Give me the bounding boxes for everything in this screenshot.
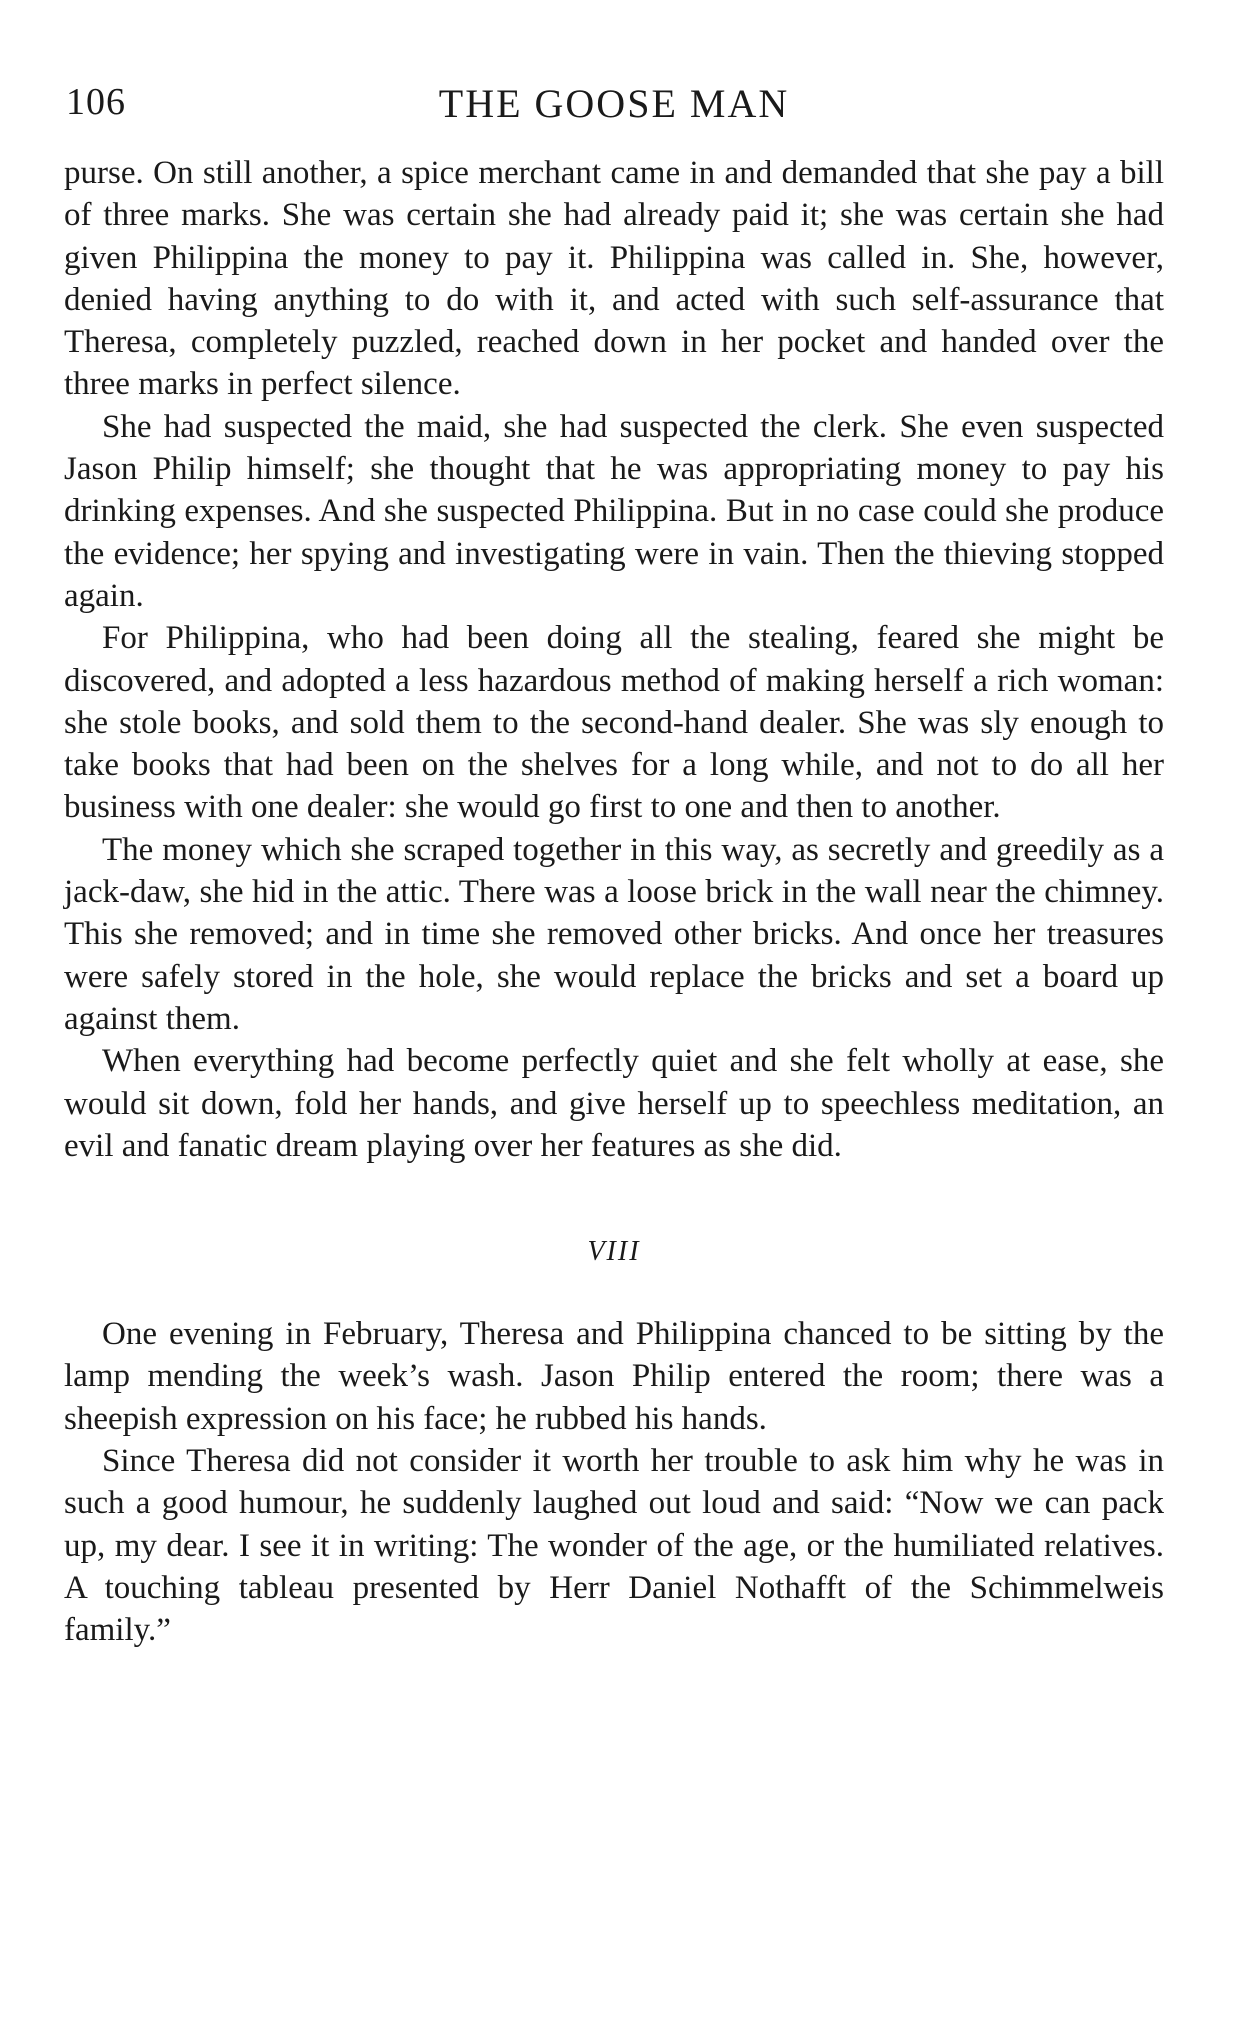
paragraph: When everything had become perfectly quiet and she felt wholly at ease, she would sit down, fold her hands, and give herself up to speechless meditation, an evil and fanatic dream playing over her features as she did. (64, 1043, 1164, 1164)
section-number: VIII (587, 1236, 641, 1268)
page-number: 106 (66, 81, 126, 123)
book-title: THE GOOSE MAN (438, 81, 790, 126)
paragraph: The money which she scraped together in this way, as secretly and greedily as a jack-daw, she hid in the attic. There was a loose brick in the wall near the chimney. This she removed; and in time she removed other bricks. And once her treasures were safely stored in the hole, she would replace the bricks and set a board up against them. (64, 831, 1164, 1037)
running-head (64, 80, 1164, 140)
section-spacer (64, 1273, 1164, 1313)
book-page (64, 80, 1164, 1652)
section-spacer (64, 1167, 1164, 1231)
body-text (64, 152, 1164, 1652)
paragraph-continuation: purse. On still another, a spice merchant came in and demanded that she pay a bill of three marks. She was certain she had already paid it; she was certain she had given Philippina the money to pay it. Philippina was called in. She, however, denied having anything to do with it, and acted with such self-assurance that Theresa, completely puzzled, reached down in her pocket and handed over the three marks in perfect silence. (64, 155, 1164, 403)
paragraph: Since Theresa did not consider it worth her trouble to ask him why he was in such a good humour, he suddenly laughed out loud and said: “Now we can pack up, my dear. I see it in writing: The wonder of the age, or the humiliated relatives. A touching tableau presented by Herr Daniel Nothafft of the Schimmelweis family.” (64, 1443, 1164, 1649)
paragraph: She had suspected the maid, she had suspected the clerk. She even suspected Jason Philip himself; she thought that he was appropriating money to pay his drinking expenses. And she suspected Philippina. But in no case could she produce the evidence; her spying and investigating were in vain. Then the thieving stopped again. (64, 408, 1164, 614)
paragraph: For Philippina, who had been doing all the stealing, feared she might be discovered, and adopted a less hazardous method of making herself a rich woman: she stole books, and sold them to the second-hand dealer. She was sly enough to take books that had been on the shelves for a long while, and not to do all her business with one dealer: she would go first to one and then to another. (64, 620, 1164, 826)
paragraph: One evening in February, Theresa and Philippina chanced to be sitting by the lamp mending the week’s wash. Jason Philip entered the room; there was a sheepish expression on his face; he rubbed his hands. (64, 1316, 1164, 1437)
